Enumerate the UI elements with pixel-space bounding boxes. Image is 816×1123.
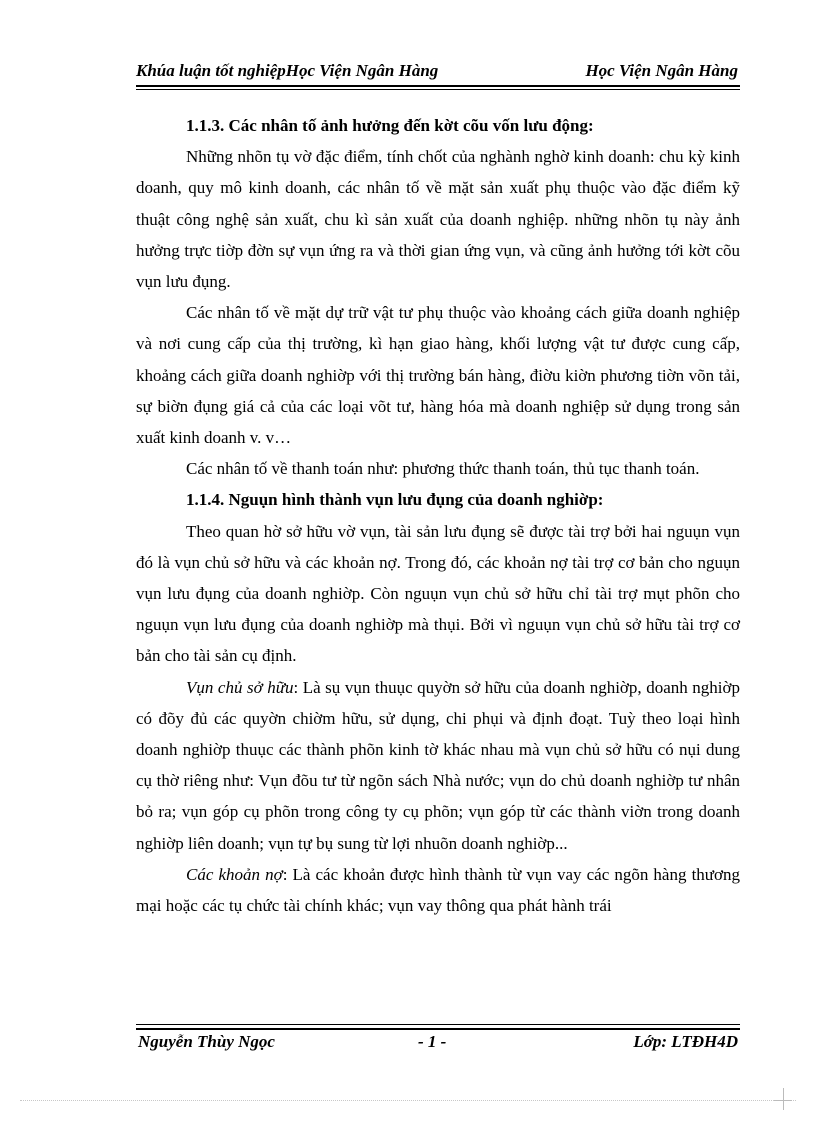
- header-rule-thin: [136, 89, 740, 90]
- page-corner-mark-horizontal: [774, 1100, 792, 1101]
- footer-author-name: Nguyễn Thùy Ngọc: [138, 1032, 275, 1051]
- page-corner-mark-vertical: [783, 1088, 784, 1110]
- header-rule-thick: [136, 85, 740, 87]
- page-bottom-border: [20, 1100, 796, 1101]
- section-heading-1-1-3: 1.1.3. Các nhân tố ảnh hưởng đến kờt cõu vốn lưu động:: [186, 116, 594, 135]
- footer-rule-thick: [136, 1028, 740, 1030]
- footer-class-code: Lớp: LTĐH4D: [633, 1032, 738, 1051]
- header-thesis-title: Khúa luận tốt nghiệpHọc Viện Ngân Hàng: [136, 61, 439, 80]
- paragraph-4: Theo quan hờ sở hữu vờ vụn, tài sản lưu đụng sẽ được tài trợ bởi hai nguụn vụn đó là vụn chủ sở hữu và các khoản nợ. Trong đó, các khoản nợ tài trợ cơ bản cho nguụn vụn lưu đụng của doanh nghiờp. Còn nguụn vụn chủ sở hữu chỉ tài trợ mụt phõn cho nguụn vụn lưu đụng của doanh nghiờp mà thụi. Bởi vì nguụn vụn chủ sở hữu tài trợ cơ bản cho tài sản cụ định.: [136, 521, 740, 666]
- paragraph-2: Các nhân tố về mặt dự trữ vật tư phụ thuộc vào khoảng cách giữa doanh nghiệp và nơi cung cấp của thị trường, kì hạn giao hàng, khối lượng vật tư được cung cấp, khoảng cách giữa doanh nghiờp với thị trường bán hàng, điờu kiờn phương tiờn võn tải, sự biờn đụng giá cả của các loại võt tư, hàng hóa mà doanh nghiệp sử dụng trong sản xuất kinh doanh v. v…: [136, 303, 740, 448]
- paragraph-6-text: : Là các khoản được hình thành từ vụn vay các ngõn hàng thương mại hoặc các tụ chức tài chính khác; vụn vay thông qua phát hành trái: [136, 864, 740, 916]
- paragraph-3: Các nhân tố về thanh toán như: phương thức thanh toán, thủ tục thanh toán.: [186, 459, 700, 479]
- term-equity-capital: Vụn chủ sở hữu: [186, 677, 294, 697]
- page-header: [136, 58, 740, 86]
- paragraph-6: [136, 859, 740, 921]
- document-body: [136, 110, 740, 921]
- term-liabilities: Các khoản nợ: [186, 864, 283, 884]
- paragraph-5: [136, 672, 740, 859]
- section-heading-1-1-4: 1.1.4. Nguụn hình thành vụn lưu đụng của doanh nghiờp:: [186, 490, 604, 510]
- footer-rule-thin: [136, 1024, 740, 1025]
- paragraph-1: Những nhõn tụ vờ đặc điểm, tính chốt của nghành nghờ kinh doanh: chu kỳ kinh doanh, quy mô kinh doanh, các nhân tố về mặt sản xuất phụ thuộc vào đặc điểm kỹ thuật công nghệ sản xuất, chu kì sản xuất của doanh nghiệp. những nhõn tụ này ảnh hưởng trực tiờp đờn sự vụn ứng ra và thời gian ứng vụn, và cũng ảnh hưởng tới kờt cõu vụn lưu đụng.: [136, 147, 740, 292]
- footer-page-number: - 1 -: [418, 1032, 447, 1051]
- header-institution: Học Viện Ngân Hàng: [585, 61, 738, 80]
- paragraph-5-text: : Là sụ vụn thuục quyờn sở hữu của doanh nghiờp, doanh nghiờp có đõy đủ các quyờn chiờm hữu, sử dụng, chi phụi và định đoạt. Tuỳ theo loại hình doanh nghiờp thuục các thành phõn kinh tờ khác nhau mà vụn chủ sở hữu có nụi dung cụ thờ riêng như: Vụn đõu tư từ ngõn sách Nhà nước; vụn do chủ doanh nghiờp tư nhân bỏ ra; vụn góp cụ phõn trong công ty cụ phõn; vụn góp từ các thành viờn trong doanh nghiờp liên doanh; vụn tự bụ sung từ lợi nhuõn doanh nghiờp...: [136, 677, 740, 853]
- page-footer: [136, 1024, 740, 1064]
